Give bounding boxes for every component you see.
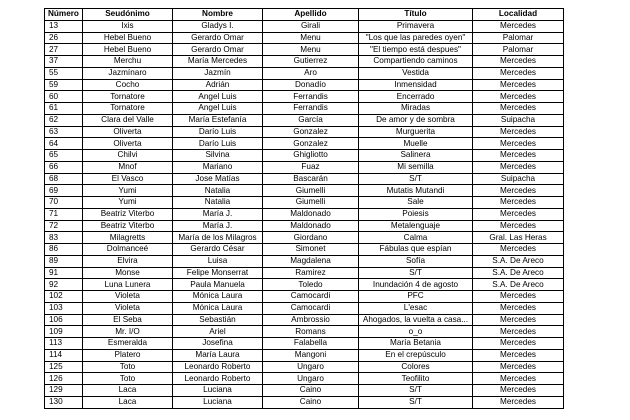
cell-localidad: Palomar — [473, 44, 564, 56]
cell-seudonimo: Yumi — [83, 197, 173, 209]
cell-seudonimo: Luna Lunera — [83, 279, 173, 291]
cell-localidad: Gral. Las Heras — [473, 232, 564, 244]
cell-localidad: Suipacha — [473, 114, 564, 126]
table-row — [45, 56, 564, 68]
cell-apellido: Caino — [263, 396, 359, 408]
cell-titulo: De amor y de sombra — [359, 114, 473, 126]
cell-numero: 71 — [45, 208, 83, 220]
cell-numero: 37 — [45, 56, 83, 68]
cell-nombre: Leonardo Roberto — [173, 361, 263, 373]
cell-nombre: Luciana — [173, 385, 263, 397]
cell-nombre: Silvina — [173, 150, 263, 162]
cell-localidad: Mercedes — [473, 349, 564, 361]
cell-nombre: María Mercedes — [173, 56, 263, 68]
cell-localidad: Mercedes — [473, 326, 564, 338]
cell-nombre: Gerardo Omar — [173, 44, 263, 56]
cell-numero: 92 — [45, 279, 83, 291]
header-apellido: Apellido — [263, 9, 359, 21]
cell-titulo: Poiesis — [359, 208, 473, 220]
header-localidad: Localidad — [473, 9, 564, 21]
table-row — [45, 279, 564, 291]
cell-titulo: o_o — [359, 326, 473, 338]
cell-seudonimo: Toto — [83, 373, 173, 385]
cell-numero: 102 — [45, 291, 83, 303]
cell-localidad: Mercedes — [473, 185, 564, 197]
cell-numero: 83 — [45, 232, 83, 244]
cell-numero: 114 — [45, 349, 83, 361]
cell-apellido: Romans — [263, 326, 359, 338]
cell-titulo: Mi semilla — [359, 161, 473, 173]
table-row — [45, 396, 564, 408]
cell-apellido: Bascarán — [263, 173, 359, 185]
cell-localidad: Mercedes — [473, 197, 564, 209]
cell-localidad: Mercedes — [473, 373, 564, 385]
cell-numero: 106 — [45, 314, 83, 326]
cell-localidad: Mercedes — [473, 361, 564, 373]
table-row — [45, 44, 564, 56]
cell-titulo: Salinera — [359, 150, 473, 162]
cell-seudonimo: Monse — [83, 267, 173, 279]
cell-apellido: Fuaz — [263, 161, 359, 173]
cell-nombre: Mónica Laura — [173, 291, 263, 303]
cell-localidad: Mercedes — [473, 302, 564, 314]
cell-seudonimo: Mnof — [83, 161, 173, 173]
cell-titulo: Vestida — [359, 67, 473, 79]
cell-localidad: Mercedes — [473, 338, 564, 350]
cell-seudonimo: Chilvi — [83, 150, 173, 162]
cell-numero: 55 — [45, 67, 83, 79]
cell-apellido: Donadío — [263, 79, 359, 91]
cell-apellido: Giumelli — [263, 197, 359, 209]
cell-nombre: María Laura — [173, 349, 263, 361]
cell-seudonimo: Tornatore — [83, 91, 173, 103]
cell-titulo: Inundación 4 de agosto — [359, 279, 473, 291]
cell-titulo: Murguerita — [359, 126, 473, 138]
cell-titulo: Compartiendo caminos — [359, 56, 473, 68]
cell-titulo: "El tiempo está despues" — [359, 44, 473, 56]
cell-nombre: Josefina — [173, 338, 263, 350]
cell-seudonimo: Milagretts — [83, 232, 173, 244]
cell-seudonimo: Jazmínaro — [83, 67, 173, 79]
cell-apellido: Toledo — [263, 279, 359, 291]
table-row — [45, 220, 564, 232]
cell-numero: 72 — [45, 220, 83, 232]
table-body — [45, 20, 564, 408]
cell-localidad: Mercedes — [473, 208, 564, 220]
table-row — [45, 79, 564, 91]
cell-localidad: Mercedes — [473, 79, 564, 91]
cell-titulo: Teofilito — [359, 373, 473, 385]
cell-seudonimo: Laca — [83, 385, 173, 397]
cell-titulo: Mutatis Mutandi — [359, 185, 473, 197]
cell-seudonimo: Hebel Bueno — [83, 44, 173, 56]
cell-titulo: Primavera — [359, 20, 473, 32]
cell-numero: 89 — [45, 255, 83, 267]
cell-nombre: María Estefanía — [173, 114, 263, 126]
cell-seudonimo: Clara del Valle — [83, 114, 173, 126]
table-row — [45, 67, 564, 79]
table-row — [45, 385, 564, 397]
cell-seudonimo: Merchu — [83, 56, 173, 68]
cell-seudonimo: El Vasco — [83, 173, 173, 185]
cell-apellido: Giumelli — [263, 185, 359, 197]
cell-apellido: Ramirez — [263, 267, 359, 279]
cell-titulo: Ahogados, la vuelta a casa... — [359, 314, 473, 326]
cell-titulo: Sale — [359, 197, 473, 209]
cell-numero: 109 — [45, 326, 83, 338]
cell-numero: 13 — [45, 20, 83, 32]
table-row — [45, 161, 564, 173]
cell-seudonimo: Toto — [83, 361, 173, 373]
header-numero: Número — [45, 9, 83, 21]
cell-titulo: L'esac — [359, 302, 473, 314]
cell-nombre: María J. — [173, 220, 263, 232]
cell-titulo: Sofía — [359, 255, 473, 267]
cell-apellido: Menu — [263, 44, 359, 56]
cell-localidad: S.A. De Areco — [473, 267, 564, 279]
table-row — [45, 291, 564, 303]
cell-titulo: S/T — [359, 385, 473, 397]
cell-nombre: Gerardo Omar — [173, 32, 263, 44]
cell-numero: 103 — [45, 302, 83, 314]
cell-numero: 63 — [45, 126, 83, 138]
cell-apellido: Ungaro — [263, 361, 359, 373]
cell-titulo: Fábulas que espían — [359, 244, 473, 256]
entries-table — [44, 8, 564, 409]
cell-numero: 61 — [45, 103, 83, 115]
cell-titulo: María Betania — [359, 338, 473, 350]
table-row — [45, 150, 564, 162]
cell-seudonimo: Ixis — [83, 20, 173, 32]
cell-seudonimo: Esmeralda — [83, 338, 173, 350]
cell-localidad: Mercedes — [473, 161, 564, 173]
cell-titulo: Encerrado — [359, 91, 473, 103]
cell-nombre: Paula Manuela — [173, 279, 263, 291]
cell-localidad: Suipacha — [473, 173, 564, 185]
cell-numero: 70 — [45, 197, 83, 209]
cell-localidad: Mercedes — [473, 67, 564, 79]
cell-seudonimo: Dolmanceé — [83, 244, 173, 256]
cell-apellido: Gonzalez — [263, 138, 359, 150]
table-row — [45, 91, 564, 103]
cell-titulo: PFC — [359, 291, 473, 303]
cell-numero: 60 — [45, 91, 83, 103]
cell-apellido: García — [263, 114, 359, 126]
cell-localidad: Mercedes — [473, 220, 564, 232]
table-header-row — [45, 9, 564, 21]
cell-localidad: Mercedes — [473, 103, 564, 115]
cell-apellido: Mangoni — [263, 349, 359, 361]
cell-apellido: Giordano — [263, 232, 359, 244]
cell-seudonimo: El Seba — [83, 314, 173, 326]
cell-localidad: Mercedes — [473, 244, 564, 256]
cell-numero: 65 — [45, 150, 83, 162]
cell-numero: 129 — [45, 385, 83, 397]
table-row — [45, 208, 564, 220]
cell-localidad: Mercedes — [473, 150, 564, 162]
cell-apellido: Ghigliotto — [263, 150, 359, 162]
cell-numero: 91 — [45, 267, 83, 279]
cell-numero: 130 — [45, 396, 83, 408]
cell-seudonimo: Laca — [83, 396, 173, 408]
cell-seudonimo: Beatriz Viterbo — [83, 208, 173, 220]
table-row — [45, 103, 564, 115]
header-nombre: Nombre — [173, 9, 263, 21]
cell-numero: 66 — [45, 161, 83, 173]
cell-nombre: Ariel — [173, 326, 263, 338]
cell-seudonimo: Oliverta — [83, 138, 173, 150]
table-row — [45, 173, 564, 185]
cell-localidad: Palomar — [473, 32, 564, 44]
header-seudonimo: Seudónimo — [83, 9, 173, 21]
cell-nombre: Natalia — [173, 185, 263, 197]
cell-localidad: Mercedes — [473, 396, 564, 408]
cell-titulo: Muelle — [359, 138, 473, 150]
cell-nombre: Natalia — [173, 197, 263, 209]
table-row — [45, 232, 564, 244]
cell-titulo: "Los que las paredes oyen" — [359, 32, 473, 44]
header-titulo: Título — [359, 9, 473, 21]
table-row — [45, 349, 564, 361]
cell-nombre: Darío Luis — [173, 126, 263, 138]
table-row — [45, 20, 564, 32]
cell-localidad: S.A. De Areco — [473, 279, 564, 291]
cell-numero: 59 — [45, 79, 83, 91]
cell-localidad: S.A. De Areco — [473, 255, 564, 267]
cell-nombre: Jazmín — [173, 67, 263, 79]
cell-numero: 86 — [45, 244, 83, 256]
table-row — [45, 267, 564, 279]
cell-localidad: Mercedes — [473, 126, 564, 138]
cell-seudonimo: Tornatore — [83, 103, 173, 115]
cell-nombre: Angel Luis — [173, 103, 263, 115]
cell-nombre: Jose Matías — [173, 173, 263, 185]
table-row — [45, 255, 564, 267]
cell-nombre: Gerardo César — [173, 244, 263, 256]
cell-localidad: Mercedes — [473, 20, 564, 32]
cell-localidad: Mercedes — [473, 138, 564, 150]
cell-seudonimo: Beatriz Viterbo — [83, 220, 173, 232]
cell-apellido: Ambrossio — [263, 314, 359, 326]
cell-titulo: Colores — [359, 361, 473, 373]
table-row — [45, 32, 564, 44]
cell-nombre: Adrián — [173, 79, 263, 91]
cell-nombre: Felipe Monserrat — [173, 267, 263, 279]
cell-apellido: Camocardi — [263, 302, 359, 314]
cell-numero: 68 — [45, 173, 83, 185]
cell-localidad: Mercedes — [473, 314, 564, 326]
cell-apellido: Falabella — [263, 338, 359, 350]
cell-apellido: Camocardi — [263, 291, 359, 303]
cell-apellido: Maldonado — [263, 208, 359, 220]
cell-localidad: Mercedes — [473, 56, 564, 68]
cell-seudonimo: Violeta — [83, 291, 173, 303]
cell-titulo: Miradas — [359, 103, 473, 115]
table-row — [45, 314, 564, 326]
table-row — [45, 326, 564, 338]
table-row — [45, 373, 564, 385]
cell-seudonimo: Platero — [83, 349, 173, 361]
cell-apellido: Girali — [263, 20, 359, 32]
cell-seudonimo: Elvira — [83, 255, 173, 267]
cell-apellido: Menu — [263, 32, 359, 44]
cell-apellido: Caino — [263, 385, 359, 397]
cell-nombre: Gladys I. — [173, 20, 263, 32]
cell-numero: 69 — [45, 185, 83, 197]
cell-seudonimo: Yumi — [83, 185, 173, 197]
cell-apellido: Magdalena — [263, 255, 359, 267]
cell-nombre: Sebastián — [173, 314, 263, 326]
cell-seudonimo: Hebel Bueno — [83, 32, 173, 44]
cell-titulo: En el crepúsculo — [359, 349, 473, 361]
table-row — [45, 361, 564, 373]
cell-apellido: Ferrandis — [263, 91, 359, 103]
cell-titulo: S/T — [359, 267, 473, 279]
cell-nombre: Angel Luis — [173, 91, 263, 103]
cell-apellido: Maldonado — [263, 220, 359, 232]
cell-titulo: Metalenguaje — [359, 220, 473, 232]
cell-apellido: Simonet — [263, 244, 359, 256]
cell-nombre: Darío Luis — [173, 138, 263, 150]
cell-numero: 26 — [45, 32, 83, 44]
table-row — [45, 185, 564, 197]
cell-localidad: Mercedes — [473, 385, 564, 397]
cell-numero: 126 — [45, 373, 83, 385]
cell-apellido: Aro — [263, 67, 359, 79]
table-row — [45, 338, 564, 350]
cell-numero: 113 — [45, 338, 83, 350]
cell-titulo: Inmensidad — [359, 79, 473, 91]
table-row — [45, 114, 564, 126]
table-row — [45, 126, 564, 138]
cell-apellido: Ferrandis — [263, 103, 359, 115]
cell-numero: 62 — [45, 114, 83, 126]
cell-nombre: María de los Milagros — [173, 232, 263, 244]
cell-apellido: Gonzalez — [263, 126, 359, 138]
cell-numero: 125 — [45, 361, 83, 373]
table-row — [45, 197, 564, 209]
cell-nombre: María J. — [173, 208, 263, 220]
document-page — [44, 8, 564, 409]
cell-apellido: Gutierrez — [263, 56, 359, 68]
cell-nombre: Mariano — [173, 161, 263, 173]
cell-nombre: Luciana — [173, 396, 263, 408]
cell-nombre: Leonardo Roberto — [173, 373, 263, 385]
cell-titulo: Calma — [359, 232, 473, 244]
cell-numero: 64 — [45, 138, 83, 150]
cell-seudonimo: Oliverta — [83, 126, 173, 138]
cell-nombre: Mónica Laura — [173, 302, 263, 314]
cell-localidad: Mercedes — [473, 91, 564, 103]
cell-seudonimo: Cocho — [83, 79, 173, 91]
cell-titulo: S/T — [359, 396, 473, 408]
cell-seudonimo: Mr. I/O — [83, 326, 173, 338]
table-row — [45, 244, 564, 256]
cell-localidad: Mercedes — [473, 291, 564, 303]
cell-titulo: S/T — [359, 173, 473, 185]
cell-numero: 27 — [45, 44, 83, 56]
table-row — [45, 138, 564, 150]
cell-seudonimo: Violeta — [83, 302, 173, 314]
table-row — [45, 302, 564, 314]
cell-apellido: Ungaro — [263, 373, 359, 385]
cell-nombre: Luisa — [173, 255, 263, 267]
